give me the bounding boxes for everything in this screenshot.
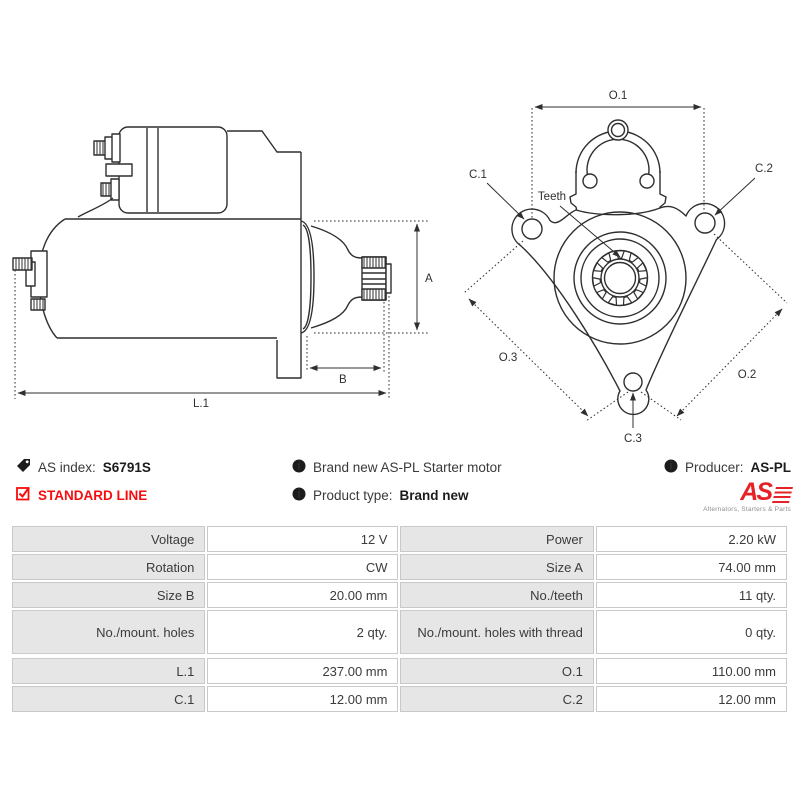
info-column-right — [664, 458, 791, 513]
logo-stripes — [772, 487, 793, 503]
spec-value-cell: 0 qty. — [596, 610, 787, 654]
spec-label-cell: No./mount. holes — [12, 610, 205, 654]
tag-icon — [16, 458, 31, 476]
dim-label-teeth: Teeth — [537, 191, 567, 203]
spec-value-cell: 20.00 mm — [207, 582, 398, 608]
spec-value-cell: 12.00 mm — [207, 686, 398, 712]
dim-label-l1: L.1 — [193, 398, 209, 410]
as-pl-logo — [703, 480, 791, 513]
standard-line-label: STANDARD LINE — [38, 487, 148, 503]
spec-value-cell: 110.00 mm — [596, 658, 787, 684]
spec-label-cell: Voltage — [12, 526, 205, 552]
producer-line — [664, 458, 791, 476]
spec-row — [12, 554, 787, 580]
as-index-line — [16, 458, 151, 476]
spec-row — [12, 582, 787, 608]
spec-value-cell: 2 qty. — [207, 610, 398, 654]
spec-label-cell: C.2 — [400, 686, 593, 712]
spec-value-cell: 237.00 mm — [207, 658, 398, 684]
spec-label-cell: No./teeth — [400, 582, 593, 608]
product-type-label: Product type: — [313, 487, 393, 503]
as-index-value: S6791S — [102, 459, 151, 475]
through-bolt — [13, 258, 32, 270]
spec-value-cell: 2.20 kW — [596, 526, 787, 552]
svg-text:i: i — [669, 460, 673, 473]
spec-label-cell: No./mount. holes with thread — [400, 610, 593, 654]
mount-hole-c2 — [695, 213, 715, 233]
spec-value-cell: CW — [207, 554, 398, 580]
front-view-drawing — [512, 120, 725, 414]
mount-hole-c1 — [522, 219, 542, 239]
spec-value-cell: 12 V — [207, 526, 398, 552]
dim-label-o2: O.2 — [737, 369, 757, 381]
side-view-drawing — [13, 127, 391, 378]
spec-value-cell: 12.00 mm — [596, 686, 787, 712]
info-icon — [664, 459, 678, 476]
spec-label-cell: L.1 — [12, 658, 205, 684]
info-column-left — [16, 458, 151, 504]
mount-hole-c3 — [624, 373, 642, 391]
product-type-value: Brand new — [399, 487, 469, 503]
spec-label-cell: Power — [400, 526, 593, 552]
dim-label-c3: C.3 — [624, 433, 642, 445]
side-view-dimensions — [15, 221, 433, 410]
spec-row — [12, 686, 787, 712]
spec-value-cell: 11 qty. — [596, 582, 787, 608]
dim-label-b: B — [339, 374, 347, 386]
dim-label-o1: O.1 — [608, 90, 628, 102]
mounting-flange — [512, 203, 725, 414]
spec-table-dimensions — [10, 656, 789, 714]
spec-row — [12, 658, 787, 684]
dim-label-c1: C.1 — [469, 169, 487, 181]
svg-text:i: i — [297, 488, 301, 501]
info-icon — [292, 487, 306, 504]
as-index-label: AS index: — [38, 459, 96, 475]
dim-label-o3: O.3 — [498, 352, 518, 364]
spec-table-main — [10, 524, 789, 656]
spec-label-cell: Rotation — [12, 554, 205, 580]
product-type-line — [292, 486, 502, 504]
producer-label: Producer: — [684, 459, 744, 475]
dim-label-a: A — [425, 273, 433, 285]
checkbox-checked-icon — [16, 486, 31, 504]
logo-as-text: AS — [740, 478, 771, 506]
spec-tables — [10, 524, 789, 714]
spec-row — [12, 610, 787, 654]
spec-label-cell: C.1 — [12, 686, 205, 712]
brand-new-text: Brand new AS-PL Starter motor — [313, 459, 502, 475]
svg-text:i: i — [297, 460, 301, 473]
standard-line — [16, 486, 151, 504]
spec-label-cell: Size B — [12, 582, 205, 608]
producer-value: AS-PL — [750, 459, 791, 475]
info-icon — [292, 459, 306, 476]
spec-row — [12, 526, 787, 552]
spec-label-cell: Size A — [400, 554, 593, 580]
info-column-middle — [292, 458, 502, 504]
logo-tagline: Alternators, Starters & Parts — [703, 506, 791, 513]
brand-new-line — [292, 458, 502, 476]
spec-value-cell: 74.00 mm — [596, 554, 787, 580]
dim-label-c2: C.2 — [755, 163, 773, 175]
spec-label-cell: O.1 — [400, 658, 593, 684]
